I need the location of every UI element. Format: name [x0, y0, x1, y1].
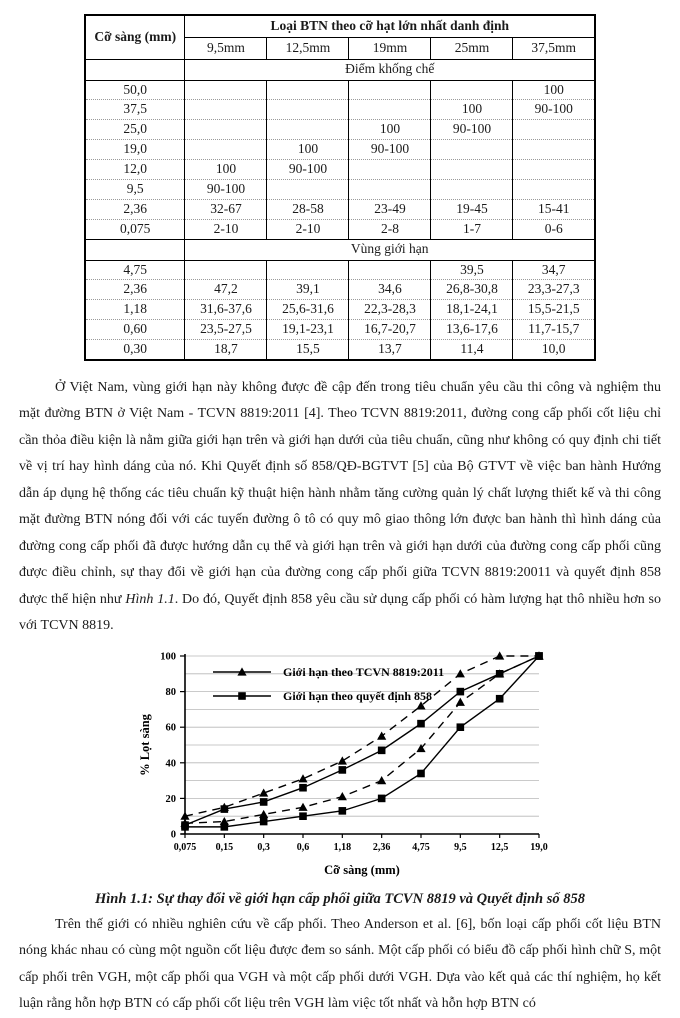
table-cell: 18,7: [185, 340, 267, 360]
table-cell: 2,36: [85, 199, 185, 219]
svg-text:0: 0: [170, 829, 176, 841]
table-subheader: 25mm: [431, 37, 513, 59]
paragraph-gradation-limits: [19, 375, 661, 640]
svg-text:4,75: 4,75: [412, 841, 430, 853]
table-row: [85, 260, 595, 280]
table-row: [85, 300, 595, 320]
svg-text:20: 20: [165, 793, 176, 805]
table-cell: 31,6-37,6: [185, 300, 267, 320]
table-cell: 90-100: [349, 140, 431, 160]
table-cell: 2,36: [85, 280, 185, 300]
table-cell-empty: [85, 239, 185, 260]
table-cell: [349, 260, 431, 280]
table-cell: 15-41: [513, 199, 595, 219]
table-cell: 37,5: [85, 100, 185, 120]
table-cell: 25,0: [85, 120, 185, 140]
table-cell: [513, 120, 595, 140]
table-row: [85, 160, 595, 180]
table-cell: 100: [185, 160, 267, 180]
table-cell: 90-100: [431, 120, 513, 140]
table-cell: 0,075: [85, 219, 185, 239]
table-subheader: 12,5mm: [267, 37, 349, 59]
table-cell: [431, 179, 513, 199]
svg-text:1,18: 1,18: [333, 841, 352, 853]
gradation-line-chart: [137, 642, 557, 880]
svg-text:2,36: 2,36: [372, 841, 391, 853]
paragraph-text: Ở Việt Nam, vùng giới hạn này không được đề cập đến trong tiêu chuẩn yêu cầu thi công và nghiệm thu mặt đường BTN ở Việt Nam - TCVN 8819:2011 [4]. Theo TCVN 8819:2011, đường cong cấp phối cốt liệu chỉ cần thỏa điều kiện là nằm giữa giới hạn trên và giới hạn dưới của tiêu chuẩn, cũng như không có quy định chi tiết về vị trí hay hình dáng của nó. Khi Quyết định số 858/QĐ-BGTVT [5] của Bộ GTVT về việc ban hành Hướng dẫn áp dụng hệ thống các tiêu chuẩn kỹ thuật hiện hành nhằm tăng cường quản lý chất lượng thiết kế và thi công mặt đường BTN nóng đối với các tuyến đường ô tô có quy mô giao thông lớn được ban hành thì hình dáng của đường cong cấp phối đã được hướng dẫn cụ thể và giới hạn trên và giới hạn dưới của đường cong cấp phối cũng được điều chỉnh, sự thay đổi về giới hạn của đường cong cấp phối giữa TCVN 8819:20011 và quyết định 858 được thể hiện như: [19, 379, 661, 607]
table-row: [85, 219, 595, 239]
table-cell: 2-8: [349, 219, 431, 239]
table-cell: [185, 260, 267, 280]
table-cell: 10,0: [513, 340, 595, 360]
svg-text:Giới hạn theo TCVN 8819:2011: Giới hạn theo TCVN 8819:2011: [283, 664, 445, 679]
svg-text:60: 60: [165, 722, 176, 734]
table-cell: [431, 160, 513, 180]
gradation-table: [84, 14, 596, 361]
table-cell: 100: [431, 100, 513, 120]
table-cell: 23-49: [349, 199, 431, 219]
table-cell: [513, 140, 595, 160]
table-row: [85, 280, 595, 300]
table-cell: [267, 100, 349, 120]
svg-text:0,075: 0,075: [173, 841, 197, 853]
table-cell: [431, 140, 513, 160]
table-cell: 19,1-23,1: [267, 320, 349, 340]
gradation-chart-figure: [33, 642, 661, 885]
table-cell: 47,2: [185, 280, 267, 300]
table-cell: [185, 140, 267, 160]
svg-text:19,0: 19,0: [530, 841, 548, 853]
paragraph-text: . Do đó, Quyết định 858 yêu cầu sử dụng cấp phối có hàm lượng hạt thô nhiều hơn so với TCVN 8819.: [19, 591, 662, 634]
table-row: [85, 320, 595, 340]
table-cell: [267, 260, 349, 280]
table-cell: 9,5: [85, 179, 185, 199]
svg-text:Cỡ sàng (mm): Cỡ sàng (mm): [324, 862, 400, 877]
table-header-btn-type: Loại BTN theo cỡ hạt lớn nhất danh định: [185, 15, 595, 37]
table-cell: 2-10: [185, 219, 267, 239]
svg-text:% Lọt sàng: % Lọt sàng: [138, 713, 152, 776]
table-cell: 50,0: [85, 80, 185, 100]
table-cell: 1,18: [85, 300, 185, 320]
table-cell: 11,4: [431, 340, 513, 360]
table-row: [85, 179, 595, 199]
table-cell: [267, 80, 349, 100]
table-section-title: Vùng giới hạn: [185, 239, 595, 260]
svg-text:100: 100: [160, 651, 176, 663]
table-section-row: [85, 239, 595, 260]
svg-text:12,5: 12,5: [490, 841, 509, 853]
table-cell: 34,6: [349, 280, 431, 300]
table-row: [85, 340, 595, 360]
svg-text:80: 80: [165, 686, 176, 698]
table-cell: 0,30: [85, 340, 185, 360]
table-cell: 19,0: [85, 140, 185, 160]
table-subheader: 9,5mm: [185, 37, 267, 59]
table-cell: [349, 80, 431, 100]
table-cell: [267, 120, 349, 140]
table-cell: 0,60: [85, 320, 185, 340]
table-cell: 12,0: [85, 160, 185, 180]
table-cell: [349, 100, 431, 120]
table-cell: 16,7-20,7: [349, 320, 431, 340]
svg-text:0,15: 0,15: [215, 841, 234, 853]
table-cell: 22,3-28,3: [349, 300, 431, 320]
table-cell: [185, 120, 267, 140]
table-cell: [349, 160, 431, 180]
table-cell: 15,5-21,5: [513, 300, 595, 320]
table-cell: [513, 160, 595, 180]
table-cell: [185, 80, 267, 100]
table-cell: 90-100: [185, 179, 267, 199]
table-cell: 90-100: [513, 100, 595, 120]
table-cell: 4,75: [85, 260, 185, 280]
table-cell: 13,6-17,6: [431, 320, 513, 340]
table-cell: 32-67: [185, 199, 267, 219]
table-row: [85, 80, 595, 100]
table-section-row: [85, 59, 595, 80]
table-cell: 2-10: [267, 219, 349, 239]
svg-text:Giới hạn theo quyết định 858: Giới hạn theo quyết định 858: [283, 688, 433, 703]
table-cell: 0-6: [513, 219, 595, 239]
table-cell: 25,6-31,6: [267, 300, 349, 320]
svg-text:9,5: 9,5: [454, 841, 467, 853]
table-cell: 19-45: [431, 199, 513, 219]
table-cell: 15,5: [267, 340, 349, 360]
table-cell: [349, 179, 431, 199]
paragraph-world-research: Trên thế giới có nhiều nghiên cứu về cấp phối. Theo Anderson et al. [6], bốn loại cấp phối cốt liệu BTN nóng khác nhau có cùng một nguồn cốt liệu được đem so sánh. Một cấp phối có biểu đồ cấp phối hình chữ S, một cấp phối trên VGH, một cấp phối qua VGH và một cấp phối dưới VGH. Dựa vào kết quả các thí nghiệm, họ kết luận rằng hỗn hợp BTN có cấp phối cốt liệu trên VGH làm việc tốt nhất và hỗn hợp BTN có: [19, 916, 661, 1012]
table-cell: 100: [513, 80, 595, 100]
table-subheader: 19mm: [349, 37, 431, 59]
table-row: [85, 140, 595, 160]
figure-caption: Hình 1.1: Sự thay đổi về giới hạn cấp phối giữa TCVN 8819 và Quyết định số 858: [95, 890, 585, 907]
table-cell: 13,7: [349, 340, 431, 360]
table-cell: 90-100: [267, 160, 349, 180]
table-cell: [513, 179, 595, 199]
table-cell: [431, 80, 513, 100]
table-cell: 18,1-24,1: [431, 300, 513, 320]
table-cell: 100: [267, 140, 349, 160]
svg-text:0,6: 0,6: [296, 841, 310, 853]
table-cell: 26,8-30,8: [431, 280, 513, 300]
table-cell: 1-7: [431, 219, 513, 239]
table-cell: 34,7: [513, 260, 595, 280]
table-header-sieve-size: Cỡ sàng (mm): [85, 15, 185, 59]
table-subheader: 37,5mm: [513, 37, 595, 59]
gradation-table-body: [85, 59, 595, 360]
table-section-title: Điểm khống chế: [185, 59, 595, 80]
table-cell: 39,5: [431, 260, 513, 280]
table-cell: 39,1: [267, 280, 349, 300]
table-cell: 23,5-27,5: [185, 320, 267, 340]
table-cell: [185, 100, 267, 120]
table-cell: 11,7-15,7: [513, 320, 595, 340]
svg-text:0,3: 0,3: [257, 841, 270, 853]
table-cell: [267, 179, 349, 199]
table-cell: 23,3-27,3: [513, 280, 595, 300]
svg-text:40: 40: [165, 758, 176, 770]
figure-reference: Hình 1.1: [125, 591, 175, 607]
table-row: [85, 120, 595, 140]
table-row: [85, 100, 595, 120]
table-cell: 28-58: [267, 199, 349, 219]
table-cell: 100: [349, 120, 431, 140]
table-row: [85, 199, 595, 219]
table-cell-empty: [85, 59, 185, 80]
